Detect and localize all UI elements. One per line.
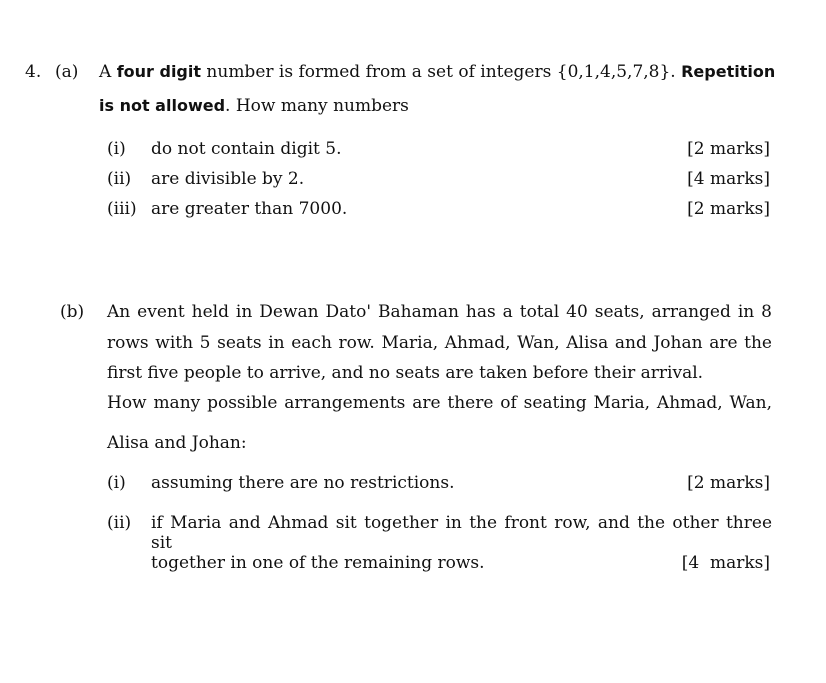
intro-line-2-rest: . How many numbers [225, 96, 409, 116]
part-a-label: (a) [55, 62, 79, 82]
part-b-line-5: Alisa and Johan: [107, 433, 247, 453]
part-a-intro-line-1 [99, 62, 775, 82]
part-a-item-marks: [2 marks] [687, 199, 770, 219]
intro-bold-repetition: Repetition [681, 62, 776, 81]
part-b-line-1: An event held in Dewan Dato' Bahaman has a total 40 seats, arranged in 8 [107, 302, 772, 322]
part-a-item-label: (iii) [107, 199, 137, 219]
part-b-label: (b) [60, 302, 85, 322]
part-b-line-2: rows with 5 seats in each row. Maria, Ahmad, Wan, Alisa and Johan are the [107, 333, 772, 353]
part-b-line-3: first five people to arrive, and no seats are taken before their arrival. [107, 363, 704, 383]
part-b-line-4: How many possible arrangements are there of seating Maria, Ahmad, Wan, [107, 393, 772, 413]
part-b-item-marks: [2 marks] [687, 473, 770, 493]
part-b-item-label: (i) [107, 473, 126, 493]
part-a-item-marks: [2 marks] [687, 139, 770, 159]
part-a-intro-line-2 [99, 96, 409, 116]
part-a-item-text: do not contain digit 5. [151, 139, 342, 159]
part-a-item-label: (ii) [107, 169, 132, 189]
intro-bold-not-allowed: is not allowed [99, 96, 226, 115]
question-number: 4. [25, 62, 42, 82]
intro-bold-four-digit: four digit [116, 62, 202, 81]
intro-text-3: . [670, 62, 682, 82]
integer-set: {0,1,4,5,7,8} [556, 62, 671, 82]
part-b-item-marks: [4 marks] [681, 553, 770, 573]
part-b-item-text-line-2: together in one of the remaining rows. [151, 553, 485, 573]
part-b-item-label: (ii) [107, 513, 132, 533]
part-a-item-text: are divisible by 2. [151, 169, 305, 189]
part-b-item-text-line-1: if Maria and Ahmad sit together in the front row, and the other three sit [151, 513, 772, 553]
part-a-item-label: (i) [107, 139, 126, 159]
part-b-item-text: assuming there are no restrictions. [151, 473, 455, 493]
part-a-item-text: are greater than 7000. [151, 199, 348, 219]
intro-text-1: A [99, 62, 117, 82]
intro-text-2: number is formed from a set of integers [201, 62, 557, 82]
part-a-item-marks: [4 marks] [687, 169, 770, 189]
